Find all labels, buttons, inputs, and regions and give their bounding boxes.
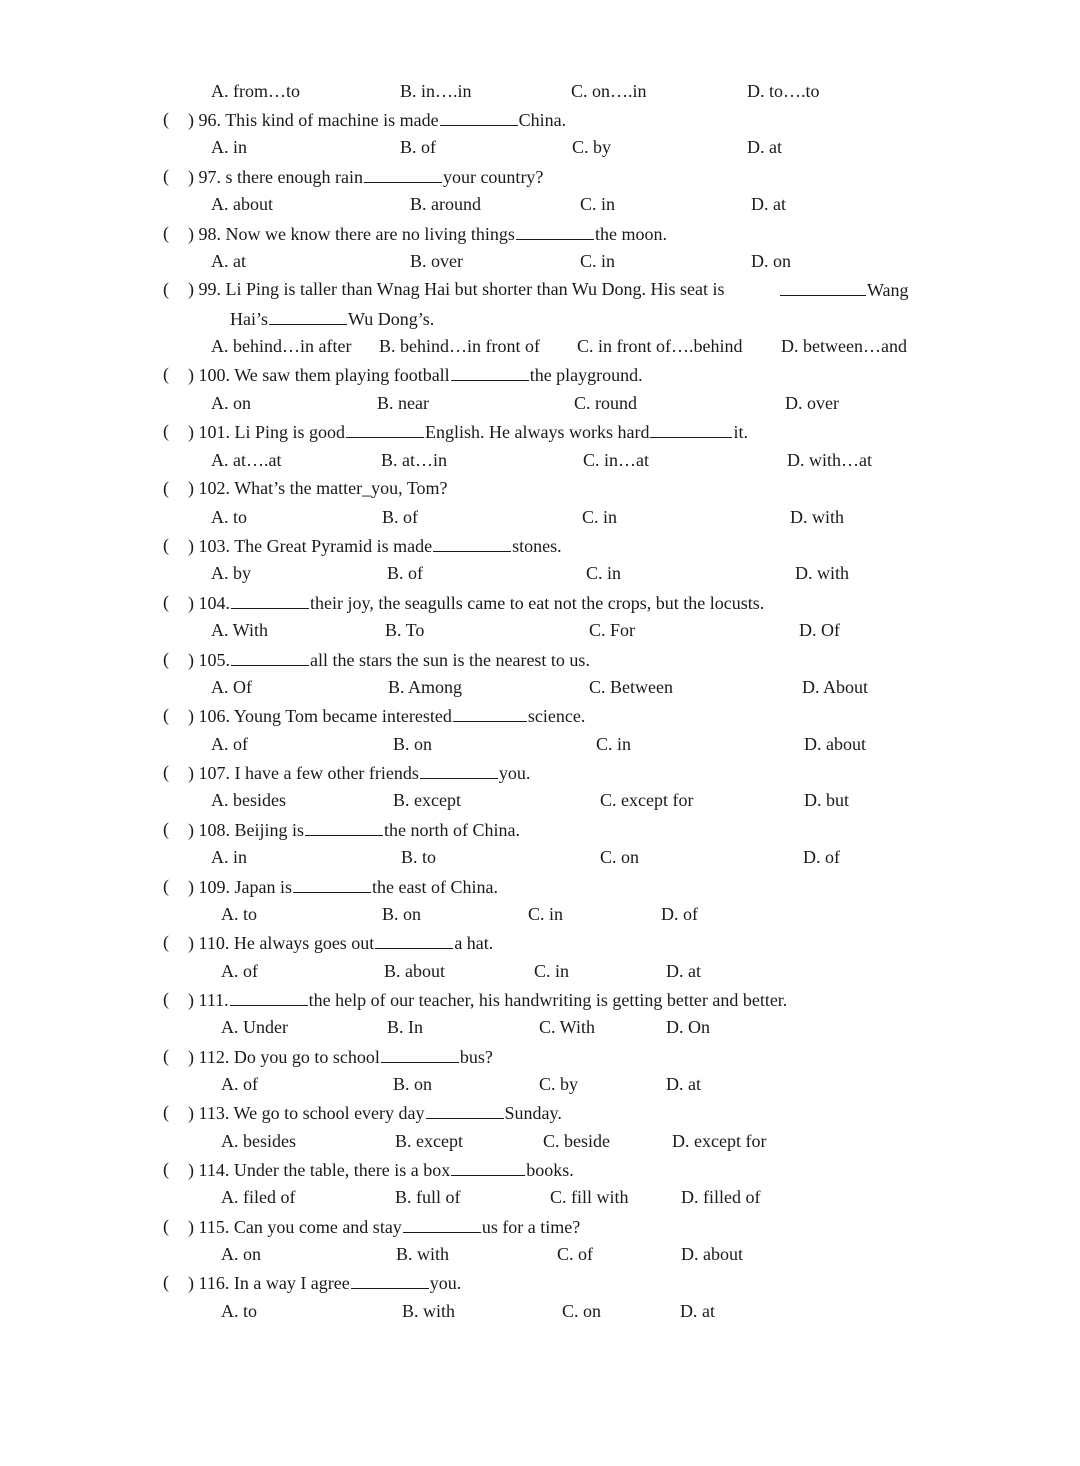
question-96 [0, 105, 1080, 133]
option-c: C. in [582, 507, 618, 527]
question-107 [0, 758, 1080, 786]
answer-blank[interactable] [426, 1098, 504, 1119]
option-c: C. on [600, 847, 640, 867]
option-c: C. on [562, 1301, 602, 1321]
question-stem: ) 116. In a way I agree you. [188, 1268, 461, 1297]
answer-paren-open: ( [163, 1046, 169, 1066]
option-a: A. on [221, 1244, 261, 1264]
answer-blank[interactable] [381, 1042, 459, 1063]
question-110 [0, 928, 1080, 956]
option-b: B. behind…in front of [379, 336, 540, 356]
options-row-110 [0, 957, 1080, 985]
answer-blank[interactable] [269, 304, 347, 325]
option-d: D. on [751, 251, 791, 271]
question-stem: ) 113. We go to school every day Sunday. [188, 1098, 562, 1127]
answer-blank[interactable] [650, 417, 732, 438]
answer-paren-open: ( [163, 1159, 169, 1179]
option-a: A. at….at [211, 450, 282, 470]
option-b: B. To [385, 620, 425, 640]
option-b: B. In [387, 1017, 423, 1037]
question-stem: ) 98. Now we know there are no living things the moon. [188, 219, 667, 248]
answer-paren-open: ( [163, 1216, 169, 1236]
answer-paren-open: ( [163, 1272, 169, 1292]
question-stem-tail: Wang [779, 275, 909, 304]
option-c: C. With [539, 1017, 595, 1037]
answer-paren-open: ( [163, 279, 169, 299]
options-row-96 [0, 133, 1080, 161]
option-d: D. at [680, 1301, 715, 1321]
answer-blank[interactable] [440, 105, 518, 126]
question-stem: ) 103. The Great Pyramid is made stones. [188, 531, 562, 560]
question-stem: ) 106. Young Tom became interested science. [188, 701, 585, 730]
question-106 [0, 701, 1080, 729]
question-111 [0, 985, 1080, 1013]
question-99-cont [0, 304, 1080, 332]
option-d: D. of [661, 904, 698, 924]
option-c: C. beside [543, 1131, 610, 1151]
question-stem-cont: Hai’s Wu Dong’s. [230, 304, 434, 333]
option-a: A. Of [211, 677, 252, 697]
answer-paren-open: ( [163, 364, 169, 384]
option-b: B. to [401, 847, 437, 867]
option-d: D. to….to [747, 81, 820, 101]
options-row-98 [0, 247, 1080, 275]
answer-paren-open: ( [163, 876, 169, 896]
answer-paren-open: ( [163, 989, 169, 1009]
question-stem: ) 110. He always goes out a hat. [188, 928, 493, 957]
options-row-113 [0, 1127, 1080, 1155]
options-row-100 [0, 389, 1080, 417]
option-d: D. about [804, 734, 866, 754]
option-d: D. at [666, 1074, 701, 1094]
options-row-109 [0, 900, 1080, 928]
question-stem: ) 105. all the stars the sun is the nearest to us. [188, 645, 590, 674]
answer-blank[interactable] [346, 417, 424, 438]
option-a: A. besides [221, 1131, 296, 1151]
option-a: A. from…to [211, 81, 300, 101]
question-stem: ) 107. I have a few other friends you. [188, 758, 530, 787]
option-b: B. with [396, 1244, 450, 1264]
answer-blank[interactable] [451, 1155, 525, 1176]
option-d: D. over [785, 393, 839, 413]
option-a: A. by [211, 563, 251, 583]
option-a: A. of [221, 1074, 258, 1094]
option-b: B. except [393, 790, 461, 810]
option-c: C. in [528, 904, 564, 924]
option-b: B. around [410, 194, 481, 214]
option-c: C. fill with [550, 1187, 629, 1207]
option-c: C. on….in [571, 81, 647, 101]
option-d: D. at [751, 194, 786, 214]
answer-blank[interactable] [433, 531, 511, 552]
answer-paren-open: ( [163, 1102, 169, 1122]
answer-blank[interactable] [453, 701, 527, 722]
options-row-103 [0, 559, 1080, 587]
options-row-97 [0, 190, 1080, 218]
option-c: C. by [572, 137, 612, 157]
option-a: A. at [211, 251, 246, 271]
option-a: A. to [221, 1301, 257, 1321]
option-b: B. on [393, 734, 433, 754]
answer-blank[interactable] [230, 985, 308, 1006]
option-a: A. of [211, 734, 248, 754]
option-b: B. full of [395, 1187, 461, 1207]
options-row-101 [0, 446, 1080, 474]
option-c: C. in…at [583, 450, 649, 470]
answer-paren-open: ( [163, 478, 169, 498]
options-row-108 [0, 843, 1080, 871]
question-103 [0, 531, 1080, 559]
answer-blank[interactable] [231, 588, 309, 609]
option-c: C. in [580, 194, 616, 214]
option-d: D. About [802, 677, 869, 697]
option-b: B. of [382, 507, 418, 527]
options-row-102 [0, 503, 1080, 531]
option-a: A. Under [221, 1017, 288, 1037]
question-stem: ) 97. s there enough rain your country? [188, 162, 543, 191]
option-a: A. in [211, 137, 247, 157]
option-d: D. of [803, 847, 840, 867]
option-a: A. besides [211, 790, 286, 810]
options-row-107 [0, 786, 1080, 814]
answer-paren-open: ( [163, 223, 169, 243]
question-113 [0, 1098, 1080, 1126]
question-114 [0, 1155, 1080, 1183]
option-c: C. For [589, 620, 636, 640]
question-104 [0, 588, 1080, 616]
option-c: C. in front of….behind [577, 336, 743, 356]
question-stem: ) 108. Beijing is the north of China. [188, 815, 520, 844]
options-row-114 [0, 1183, 1080, 1211]
answer-paren-open: ( [163, 109, 169, 129]
question-115 [0, 1212, 1080, 1240]
options-row-115 [0, 1240, 1080, 1268]
question-105 [0, 645, 1080, 673]
question-stem: ) 102. What’s the matter_you, Tom? [188, 478, 448, 498]
option-d: D. about [681, 1244, 743, 1264]
answer-paren-open: ( [163, 705, 169, 725]
options-row-99 [0, 332, 1080, 360]
question-102 [0, 474, 1080, 502]
option-b: B. Among [388, 677, 463, 697]
answer-paren-open: ( [163, 421, 169, 441]
option-b: B. near [377, 393, 429, 413]
question-116 [0, 1268, 1080, 1296]
option-d: D. at [747, 137, 782, 157]
answer-paren-open: ( [163, 932, 169, 952]
answer-blank[interactable] [516, 219, 594, 240]
options-row-112 [0, 1070, 1080, 1098]
answer-blank[interactable] [351, 1268, 429, 1289]
question-stem: ) 111. the help of our teacher, his handwriting is getting better and better. [188, 985, 787, 1014]
question-stem: ) 100. We saw them playing football the playground. [188, 360, 643, 389]
question-stem: ) 114. Under the table, there is a box books. [188, 1155, 574, 1184]
question-stem: ) 101. Li Ping is good English. He always works hard it. [188, 417, 748, 446]
option-a: A. to [211, 507, 247, 527]
answer-blank[interactable] [780, 275, 866, 296]
option-d: D. with [795, 563, 849, 583]
question-stem: ) 115. Can you come and stay us for a time? [188, 1212, 580, 1241]
option-b: B. in….in [400, 81, 472, 101]
option-d: D. but [804, 790, 849, 810]
option-c: C. Between [589, 677, 673, 697]
option-a: A. in [211, 847, 247, 867]
option-d: D. except for [672, 1131, 767, 1151]
option-c: C. in [586, 563, 622, 583]
answer-blank[interactable] [293, 872, 371, 893]
option-d: D. with…at [787, 450, 872, 470]
option-b: B. with [402, 1301, 456, 1321]
option-a: A. With [211, 620, 268, 640]
question-98 [0, 219, 1080, 247]
option-c: C. in [534, 961, 570, 981]
question-stem: ) 104. their joy, the seagulls came to eat not the crops, but the locusts. [188, 588, 764, 617]
option-c: C. by [539, 1074, 579, 1094]
options-row-116 [0, 1297, 1080, 1325]
question-109 [0, 872, 1080, 900]
option-a: A. of [221, 961, 258, 981]
option-a: A. on [211, 393, 251, 413]
question-97 [0, 162, 1080, 190]
options-row-105 [0, 673, 1080, 701]
option-a: A. behind…in after [211, 336, 352, 356]
answer-paren-open: ( [163, 762, 169, 782]
question-112 [0, 1042, 1080, 1070]
options-row-104 [0, 616, 1080, 644]
answer-blank[interactable] [420, 758, 498, 779]
answer-paren-open: ( [163, 819, 169, 839]
option-c: C. in [580, 251, 616, 271]
answer-blank[interactable] [305, 815, 383, 836]
answer-paren-open: ( [163, 649, 169, 669]
option-c: C. of [557, 1244, 593, 1264]
option-d: D. at [666, 961, 701, 981]
option-d: D. Of [799, 620, 840, 640]
options-row-95 [0, 77, 1080, 105]
option-a: A. about [211, 194, 273, 214]
option-b: B. at…in [381, 450, 447, 470]
options-row-111 [0, 1013, 1080, 1041]
answer-blank[interactable] [403, 1212, 481, 1233]
question-101 [0, 417, 1080, 445]
option-c: C. round [574, 393, 637, 413]
option-b: B. except [395, 1131, 463, 1151]
answer-paren-open: ( [163, 166, 169, 186]
option-d: D. with [790, 507, 844, 527]
answer-blank[interactable] [231, 645, 309, 666]
option-c: C. except for [600, 790, 694, 810]
option-a: A. to [221, 904, 257, 924]
option-a: A. filed of [221, 1187, 296, 1207]
option-b: B. of [387, 563, 423, 583]
answer-paren-open: ( [163, 592, 169, 612]
question-99 [0, 275, 1080, 303]
answer-blank[interactable] [364, 162, 442, 183]
option-d: D. between…and [781, 336, 907, 356]
question-100 [0, 360, 1080, 388]
question-stem: ) 96. This kind of machine is made China. [188, 105, 566, 134]
option-b: B. on [382, 904, 422, 924]
answer-blank[interactable] [451, 360, 529, 381]
option-b: B. about [384, 961, 445, 981]
option-c: C. in [596, 734, 632, 754]
question-stem: ) 109. Japan is the east of China. [188, 872, 498, 901]
question-stem: ) 99. Li Ping is taller than Wnag Hai but shorter than Wu Dong. His seat is [188, 279, 725, 299]
option-d: D. filled of [681, 1187, 761, 1207]
question-108 [0, 815, 1080, 843]
option-b: B. over [410, 251, 463, 271]
option-d: D. On [666, 1017, 710, 1037]
options-row-106 [0, 730, 1080, 758]
question-stem: ) 112. Do you go to school bus? [188, 1042, 493, 1071]
option-b: B. on [393, 1074, 433, 1094]
option-b: B. of [400, 137, 436, 157]
answer-blank[interactable] [375, 928, 453, 949]
answer-paren-open: ( [163, 535, 169, 555]
